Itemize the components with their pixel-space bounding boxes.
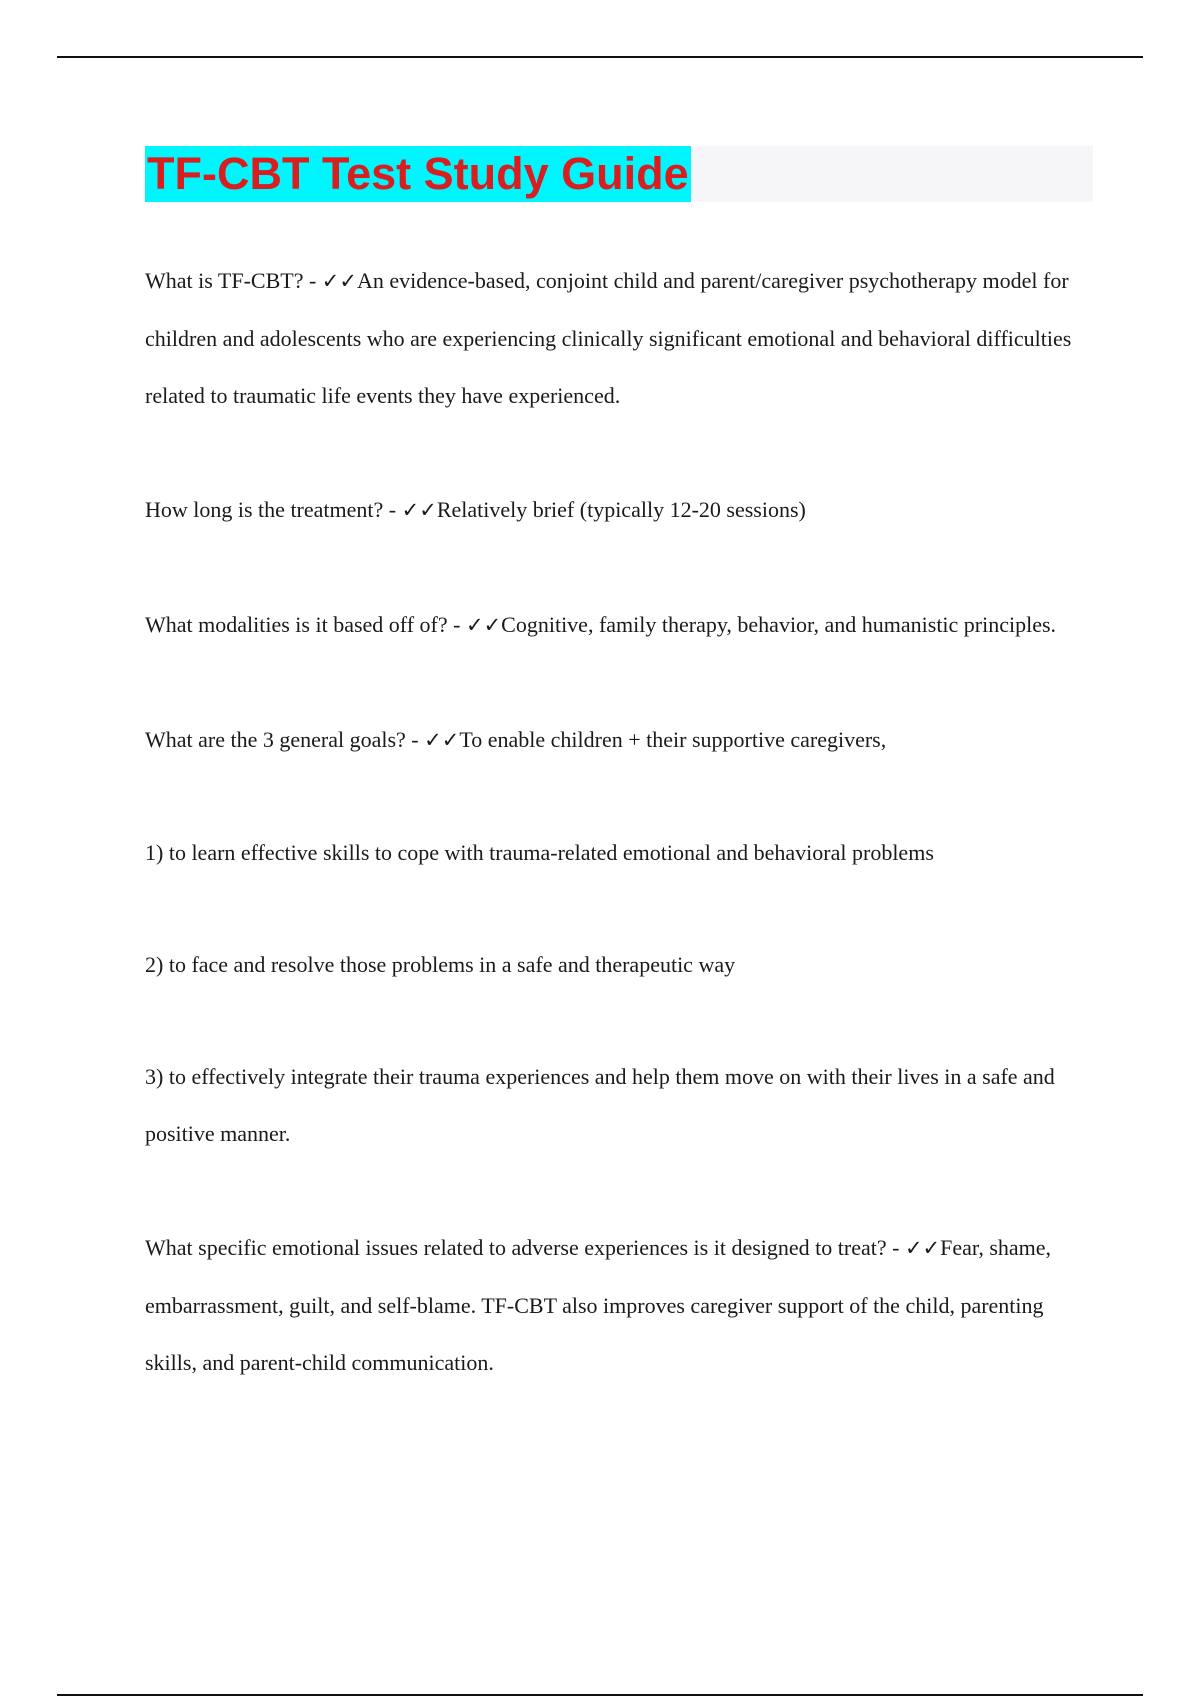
question-text: What is TF-CBT? - [145,268,322,293]
question-text: What are the 3 general goals? - [145,727,425,752]
checkmark-icon: ✓✓ [321,269,357,293]
qa-item-modalities [145,596,1075,654]
question-text: How long is the treatment? - [145,497,402,522]
bottom-divider [57,1694,1143,1696]
qa-item-emotional-issues [145,1219,1075,1391]
qa-item-what-is [145,252,1075,424]
checkmark-icon: ✓✓ [424,728,460,752]
answer-text: To enable children + their supportive caregivers, [459,727,887,752]
checkmark-icon: ✓✓ [904,1236,941,1260]
goal-item-1: 1) to learn effective skills to cope with trauma-related emotional and behavioral problems [145,840,934,865]
answer-text: An evidence-based, conjoint child and parent/caregiver psychotherapy model for children and adolescents who are experiencing clinically significant emotional and behavioral difficulties related to traumatic life events they have experienced. [145,268,1072,408]
checkmark-icon: ✓✓ [465,613,502,637]
question-text: What specific emotional issues related to adverse experiences is it designed to treat? - [145,1235,905,1260]
qa-item-duration [145,481,1075,539]
page-title: TF-CBT Test Study Guide [147,148,689,199]
goal-item-3: 3) to effectively integrate their trauma experiences and help them move on with their lives in a safe and positive manner. [145,1064,1055,1146]
answer-text: Fear, shame, embarrassment, guilt, and self-blame. TF-CBT also improves caregiver support of the child, parenting skills, and parent-child communication. [145,1235,1052,1375]
top-divider [57,56,1143,58]
qa-item-goals [145,711,1075,769]
question-text: What modalities is it based off of? - [145,612,466,637]
answer-text: Cognitive, family therapy, behavior, and humanistic principles. [501,612,1057,637]
goal-item-2: 2) to face and resolve those problems in a safe and therapeutic way [145,952,736,977]
study-guide-content [145,252,1075,1391]
checkmark-icon: ✓✓ [401,498,437,522]
answer-text: Relatively brief (typically 12-20 sessions) [436,497,806,522]
title-highlight [145,146,691,202]
